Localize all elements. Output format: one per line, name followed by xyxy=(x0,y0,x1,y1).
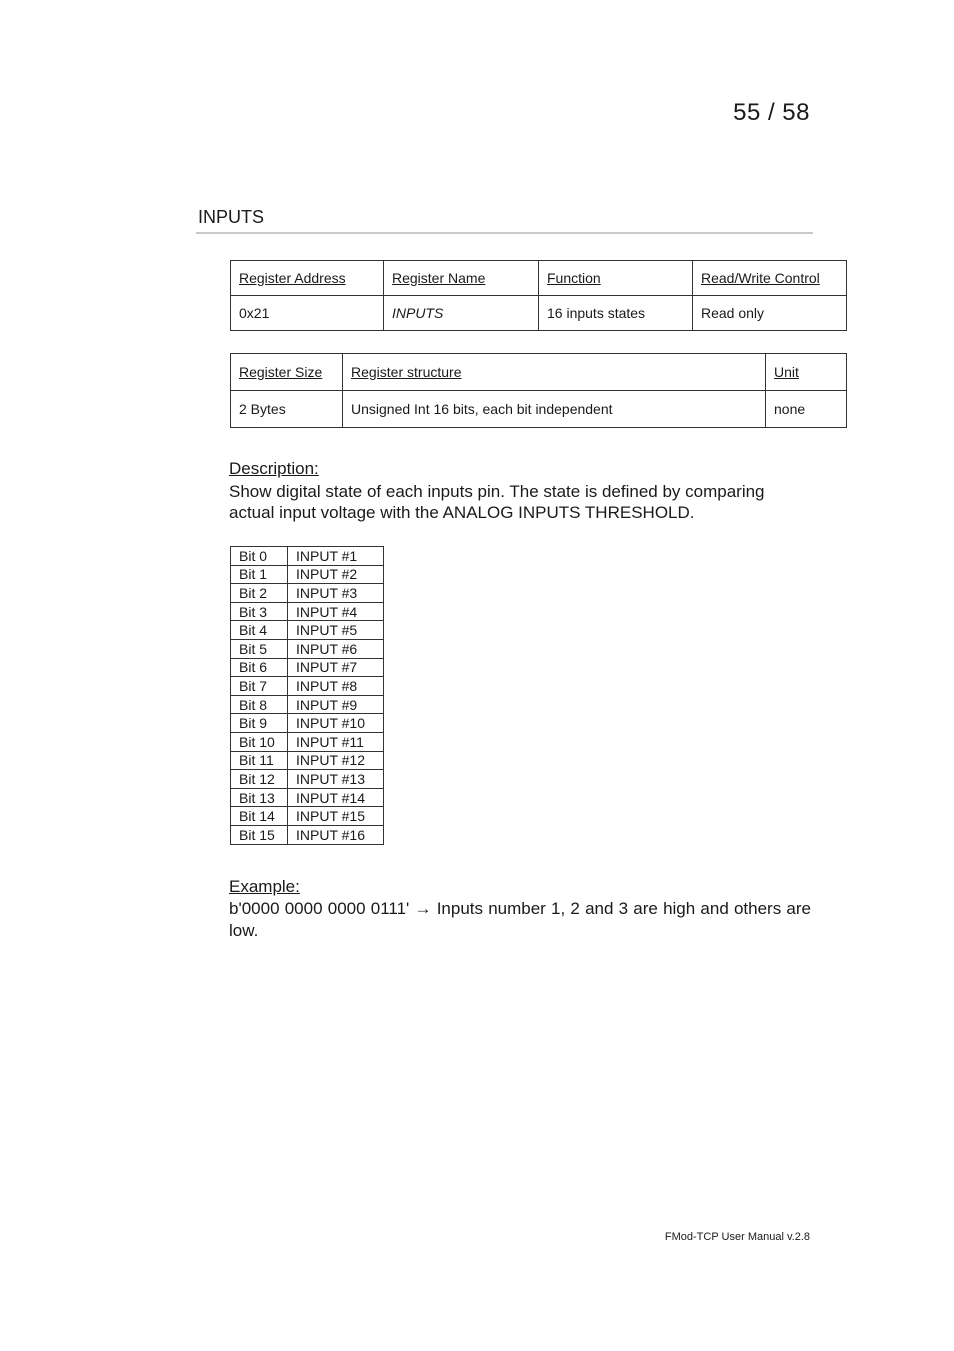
bit-label: Bit 7 xyxy=(231,677,288,696)
bit-label: Bit 5 xyxy=(231,639,288,658)
bit-label: Bit 14 xyxy=(231,807,288,826)
input-label: INPUT #15 xyxy=(288,807,384,826)
input-label: INPUT #7 xyxy=(288,658,384,677)
table-row xyxy=(231,547,384,566)
table-row xyxy=(231,639,384,658)
bit-label: Bit 6 xyxy=(231,658,288,677)
input-label: INPUT #1 xyxy=(288,547,384,566)
header-function: Function xyxy=(539,261,693,296)
section-title: INPUTS xyxy=(198,207,265,227)
bit-label: Bit 0 xyxy=(231,547,288,566)
table-row xyxy=(231,807,384,826)
table-row xyxy=(231,677,384,696)
table-row xyxy=(231,825,384,844)
header-register-size: Register Size xyxy=(231,354,343,391)
table-row xyxy=(231,714,384,733)
table-row xyxy=(231,565,384,584)
bit-label: Bit 3 xyxy=(231,602,288,621)
table-row xyxy=(231,751,384,770)
input-label: INPUT #12 xyxy=(288,751,384,770)
bit-label: Bit 9 xyxy=(231,714,288,733)
bit-mapping-table xyxy=(230,546,384,845)
input-label: INPUT #5 xyxy=(288,621,384,640)
table-header-row xyxy=(231,354,847,391)
input-label: INPUT #16 xyxy=(288,825,384,844)
table-row xyxy=(231,770,384,789)
input-label: INPUT #9 xyxy=(288,695,384,714)
cell-register-size: 2 Bytes xyxy=(231,391,343,428)
example-text: b'0000 0000 0000 0111' → Inputs number 1, 2 and 3 are high and others are low. xyxy=(229,899,811,940)
table-row xyxy=(231,296,847,331)
cell-read-write-control: Read only xyxy=(693,296,847,331)
input-label: INPUT #14 xyxy=(288,788,384,807)
cell-unit: none xyxy=(766,391,847,428)
table-row xyxy=(231,602,384,621)
description-text: Show digital state of each inputs pin. The state is defined by comparing actual input voltage with the ANALOG INPUTS THRESHOLD. xyxy=(229,482,765,522)
cell-register-address: 0x21 xyxy=(231,296,384,331)
header-unit: Unit xyxy=(766,354,847,391)
bit-label: Bit 1 xyxy=(231,565,288,584)
input-label: INPUT #6 xyxy=(288,639,384,658)
input-label: INPUT #8 xyxy=(288,677,384,696)
bit-label: Bit 8 xyxy=(231,695,288,714)
header-register-structure: Register structure xyxy=(343,354,766,391)
bit-label: Bit 15 xyxy=(231,825,288,844)
table-row xyxy=(231,621,384,640)
table-row xyxy=(231,788,384,807)
page-number: 55 / 58 xyxy=(733,99,810,126)
table-row xyxy=(231,584,384,603)
description-heading: Description: xyxy=(229,459,319,478)
bit-label: Bit 10 xyxy=(231,732,288,751)
bit-label: Bit 12 xyxy=(231,770,288,789)
bit-label: Bit 11 xyxy=(231,751,288,770)
table-row xyxy=(231,695,384,714)
table-row xyxy=(231,658,384,677)
input-label: INPUT #11 xyxy=(288,732,384,751)
example-heading: Example: xyxy=(229,877,300,896)
cell-register-structure: Unsigned Int 16 bits, each bit independent xyxy=(343,391,766,428)
input-label: INPUT #13 xyxy=(288,770,384,789)
input-label: INPUT #3 xyxy=(288,584,384,603)
cell-function: 16 inputs states xyxy=(539,296,693,331)
table-header-row xyxy=(231,261,847,296)
header-register-address: Register Address xyxy=(231,261,384,296)
table-row xyxy=(231,391,847,428)
input-label: INPUT #2 xyxy=(288,565,384,584)
table-row xyxy=(231,732,384,751)
input-label: INPUT #10 xyxy=(288,714,384,733)
register-size-table xyxy=(230,353,847,428)
input-label: INPUT #4 xyxy=(288,602,384,621)
cell-register-name: INPUTS xyxy=(384,296,539,331)
register-table xyxy=(230,260,847,331)
bit-label: Bit 2 xyxy=(231,584,288,603)
section-divider xyxy=(196,232,813,234)
header-read-write-control: Read/Write Control xyxy=(693,261,847,296)
header-register-name: Register Name xyxy=(384,261,539,296)
bit-label: Bit 13 xyxy=(231,788,288,807)
footer-text: FMod-TCP User Manual v.2.8 xyxy=(664,1231,810,1243)
bit-label: Bit 4 xyxy=(231,621,288,640)
